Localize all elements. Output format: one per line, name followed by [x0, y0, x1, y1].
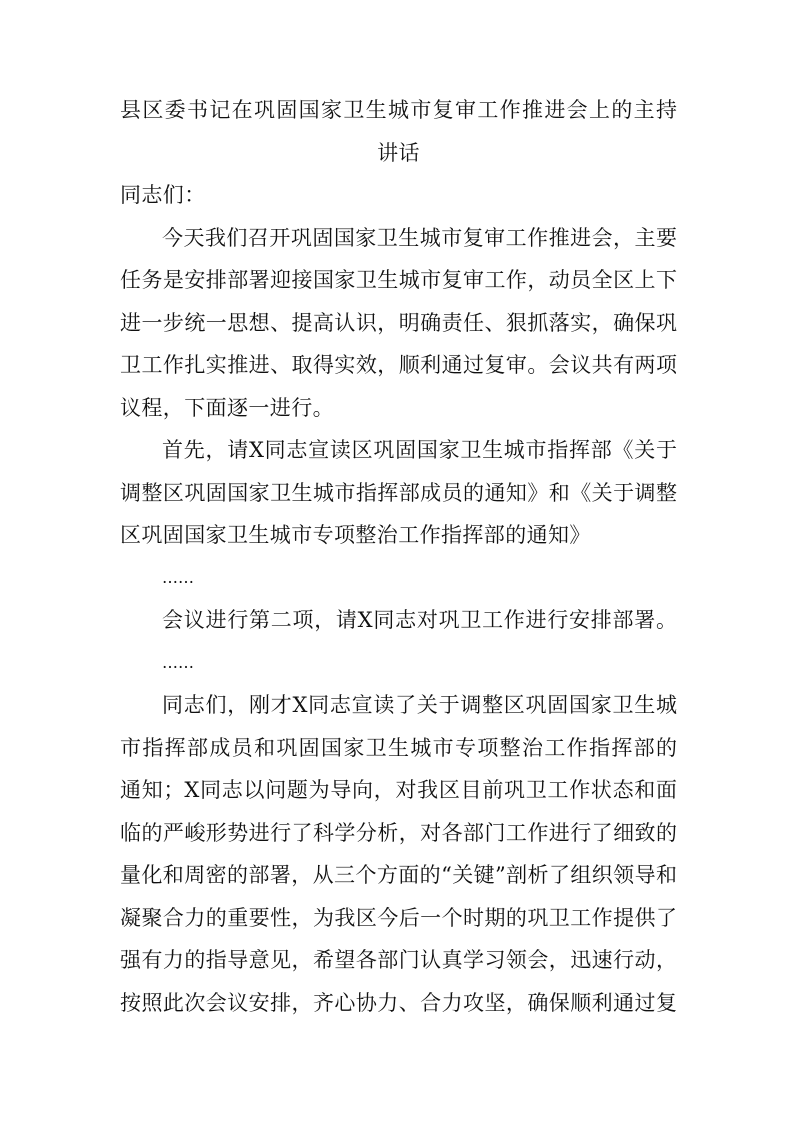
paragraph: [120, 557, 677, 600]
title-line-2: 讲话: [377, 140, 420, 165]
paragraph: [120, 429, 677, 557]
text-line: 市指挥部成员和巩固国家卫生城市专项整治工作指挥部的: [120, 735, 677, 760]
text-line: 同志们，刚才X同志宣读了关于调整区巩固国家卫生城: [162, 693, 677, 717]
text-line: 今天我们召开巩固国家卫生城市复审工作推进会，主要: [162, 225, 677, 250]
salutation: 同志们：: [120, 183, 206, 207]
document-page: [120, 89, 677, 1024]
title-line-1: 县区委书记在巩固国家卫生城市复审工作推进会上的主持: [120, 98, 677, 122]
text-line: 强有力的指导意见，希望各部门认真学习领会，迅速行动，: [120, 948, 677, 972]
text-line: 议程，下面逐一进行。: [120, 395, 334, 420]
text-line: 卫工作扎实推进、取得实效，顺利通过复审。会议共有两项: [120, 353, 677, 377]
text-line: 量化和周密的部署，从三个方面的“关键”剖析了组织领导和: [120, 863, 677, 887]
text-line: 首先，请X同志宣读区巩固国家卫生城市指挥部《关于: [162, 438, 677, 462]
text-line: 任务是安排部署迎接国家卫生城市复审工作，动员全区上下: [120, 268, 677, 292]
paragraph: [120, 217, 677, 430]
text-line: 区巩固国家卫生城市专项整治工作指挥部的通知》: [120, 523, 591, 547]
text-line: 凝聚合力的重要性，为我区今后一个时期的巩卫工作提供了: [120, 905, 677, 930]
text-line: ……: [162, 567, 194, 587]
text-line: 临的严峻形势进行了科学分析，对各部门工作进行了细致的: [120, 820, 677, 845]
paragraph: [120, 642, 677, 685]
text-line: 通知；X同志以问题为导向，对我区目前巩卫工作状态和面: [120, 778, 677, 802]
paragraph: [120, 599, 677, 642]
paragraph: [120, 684, 677, 1024]
text-line: 按照此次会议安排，齐心协力、合力攻坚，确保顺利通过复: [120, 990, 677, 1015]
text-line: 调整区巩固国家卫生城市指挥部成员的通知》和《关于调整: [120, 480, 677, 505]
text-line: ……: [162, 652, 194, 672]
document-body: [120, 217, 677, 1025]
text-line: 会议进行第二项，请X同志对巩卫工作进行安排部署。: [162, 608, 677, 632]
text-line: 进一步统一思想、提高认识，明确责任、狠抓落实，确保巩: [120, 310, 677, 335]
